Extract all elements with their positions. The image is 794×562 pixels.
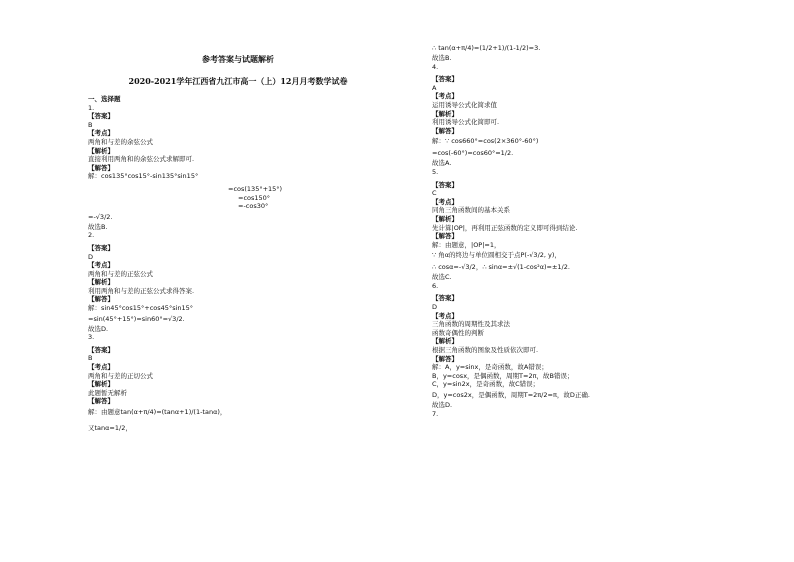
q6-answer: D bbox=[432, 303, 438, 312]
q2-solution-line: =sin(45°+15°)=sin60°=√3/2. bbox=[88, 314, 185, 323]
q1-solution-line: =cos(135°+15°) bbox=[228, 184, 283, 193]
q4-answer-tag: 【答案】 bbox=[432, 75, 458, 84]
q5-kp: 同角三角函数间的基本关系 bbox=[432, 206, 510, 215]
q1-solution-line: =-cos30° bbox=[238, 202, 269, 211]
q1-solution-line: =-√3/2. bbox=[88, 212, 113, 221]
q5-conclusion: 故选C. bbox=[432, 273, 452, 282]
q3-solution-line: 又tanα=1/2， bbox=[88, 424, 132, 432]
q2-solution-line: 解：sin45°cos15°+cos45°sin15° bbox=[88, 304, 194, 313]
q6-solution-tag: 【解答】 bbox=[432, 354, 458, 363]
q1-kp: 两角和与差的余弦公式 bbox=[88, 137, 153, 146]
q4-analysis-tag: 【解析】 bbox=[432, 109, 458, 118]
section-heading: 一、选择题 bbox=[88, 95, 121, 103]
q6-kp: 三角函数的周期性及其求法 bbox=[432, 320, 510, 329]
q1-conclusion: 故选B. bbox=[88, 222, 108, 231]
q3-solution-line: 解：由题意tan(α+π/4)=(tanα+1)/(1-tanα)， bbox=[88, 408, 227, 416]
q5-kp-tag: 【考点】 bbox=[432, 197, 458, 206]
q2-answer: D bbox=[88, 252, 94, 261]
q6-kp-tag: 【考点】 bbox=[432, 311, 458, 320]
q5-solution-line: ∴ cosα=-√3/2，∴ sinα=±√(1-cos²α)=±1/2. bbox=[432, 263, 570, 272]
q5-solution-line: 解：由题意，|OP|=1， bbox=[432, 240, 501, 249]
q1-analysis-tag: 【解析】 bbox=[88, 146, 114, 155]
q5-solution-tag: 【解答】 bbox=[432, 232, 458, 241]
q1-answer: B bbox=[88, 120, 93, 129]
q1-number: 1. bbox=[88, 103, 95, 112]
q3-analysis-tag: 【解析】 bbox=[88, 380, 114, 389]
q2-solution-tag: 【解答】 bbox=[88, 295, 114, 304]
q1-solution-line: 解：cos135°cos15°-sin135°sin15° bbox=[88, 172, 199, 181]
q3-answer: B bbox=[88, 354, 93, 363]
left-content bbox=[88, 95, 388, 434]
q2-kp-tag: 【考点】 bbox=[88, 261, 114, 270]
q5-answer: C bbox=[432, 189, 437, 198]
document-subtitle: 2020-2021学年江西省九江市高一（上）12月月考数学试卷 bbox=[128, 76, 348, 86]
q6-kp: 函数奇偶性的判断 bbox=[432, 328, 484, 337]
q7-number: 7. bbox=[432, 409, 439, 418]
right-content bbox=[432, 42, 732, 418]
q5-analysis: 先计算|OP|，再利用正弦函数的定义即可得到结论. bbox=[432, 223, 578, 232]
q6-solution-line: 解：A，y=sinx，是奇函数，故A错误； bbox=[432, 363, 548, 372]
q3-answer-tag: 【答案】 bbox=[88, 345, 114, 354]
q5-number: 5. bbox=[432, 167, 439, 176]
q6-number: 6. bbox=[432, 281, 439, 290]
q4-kp: 运用诱导公式化简求值 bbox=[432, 100, 497, 109]
q1-kp-tag: 【考点】 bbox=[88, 129, 114, 138]
q4-number: 4. bbox=[432, 62, 439, 71]
q3-conclusion: 故选B. bbox=[432, 54, 452, 62]
q3-solution-tag: 【解答】 bbox=[88, 397, 114, 406]
q2-analysis: 利用两角和与差的正弦公式求得答案. bbox=[88, 286, 195, 295]
q2-kp: 两角和与差的正弦公式 bbox=[88, 269, 153, 278]
q3-analysis: 此题暂无解析 bbox=[88, 388, 127, 397]
q2-analysis-tag: 【解析】 bbox=[88, 278, 114, 287]
q5-solution-line: ∵ 角α的终边与单位圆相交于点P(-√3/2, y)， bbox=[432, 251, 561, 260]
q3-solution-line: ∴ tan(α+π/4)=(1/2+1)/(1-1/2)=3. bbox=[432, 44, 541, 52]
q4-solution-line: 解：∵ cos660°=cos(2×360°-60°) bbox=[432, 137, 539, 146]
q4-kp-tag: 【考点】 bbox=[432, 92, 458, 101]
q1-solution-tag: 【解答】 bbox=[88, 163, 114, 172]
q6-solution-line: D，y=cos2x，是偶函数，周期T=2π/2=π，故D正确. bbox=[432, 391, 590, 399]
q4-answer: A bbox=[432, 83, 437, 92]
q4-solution-tag: 【解答】 bbox=[432, 126, 458, 135]
q4-analysis: 利用诱导公式化简即可. bbox=[432, 118, 500, 127]
q3-kp: 两角和与差的正切公式 bbox=[88, 371, 153, 380]
q5-analysis-tag: 【解析】 bbox=[432, 214, 458, 223]
q6-solution-line: C，y=sin2x，是奇函数，故C错误； bbox=[432, 380, 540, 389]
document-title: 参考答案与试题解析 bbox=[202, 54, 274, 64]
q6-solution-line: B，y=cosx，是偶函数，周期T=2π，故B错误； bbox=[432, 371, 574, 380]
q6-answer-tag: 【答案】 bbox=[432, 294, 458, 303]
q3-kp-tag: 【考点】 bbox=[88, 363, 114, 372]
q5-answer-tag: 【答案】 bbox=[432, 180, 458, 189]
q1-solution-line: =cos150° bbox=[238, 193, 271, 202]
q2-number: 2. bbox=[88, 231, 95, 240]
q2-answer-tag: 【答案】 bbox=[88, 243, 114, 252]
q6-analysis: 根据三角函数的图象及性质依次即可. bbox=[432, 346, 539, 355]
q4-conclusion: 故选A. bbox=[432, 159, 452, 168]
q1-analysis: 直接利用两角和的余弦公式求解即可. bbox=[88, 155, 195, 164]
q3-number: 3. bbox=[88, 333, 95, 342]
q2-conclusion: 故选D. bbox=[88, 324, 109, 333]
q1-answer-tag: 【答案】 bbox=[88, 112, 114, 121]
q6-conclusion: 故选D. bbox=[432, 401, 453, 409]
q4-solution-line: =cos(-60°)=cos60°=1/2. bbox=[432, 149, 514, 158]
q6-analysis-tag: 【解析】 bbox=[432, 337, 458, 346]
